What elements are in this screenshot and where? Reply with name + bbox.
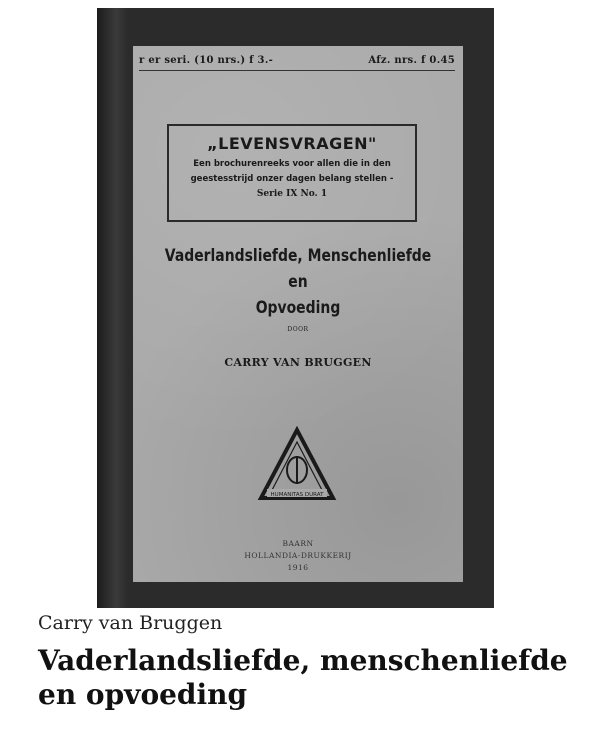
series-subtitle-line2: geestesstrijd onzer dagen belang stellen - (190, 174, 394, 184)
cover-title (163, 243, 434, 321)
series-subtitle (169, 157, 415, 187)
cover-title-line1: Vaderlandsliefde, Menschenliefde en (164, 246, 432, 292)
imprint-city: BAARN (282, 539, 314, 548)
cover-title-line2: Opvoeding (255, 298, 341, 318)
series-subtitle-line1: Een brochurenreeks voor allen die in den (193, 159, 391, 169)
single-price: Afz. nrs. f 0.45 (368, 55, 455, 66)
series-price: r er seri. (10 nrs.) f 3.- (139, 55, 274, 66)
imprint-publisher: HOLLANDIA-DRUKKERIJ (244, 551, 352, 560)
series-box (167, 124, 417, 222)
book-cover-photo (97, 8, 494, 608)
caption-author: Carry van Bruggen (38, 612, 223, 634)
cover-imprint (133, 538, 463, 574)
cover-door: DOOR (287, 326, 309, 333)
series-title: „LEVENSVRAGEN" (207, 134, 377, 153)
price-rule (139, 70, 455, 71)
emblem-text: HUMANITAS DURAT (270, 492, 324, 498)
series-number: Serie IX No. 1 (256, 189, 328, 199)
humanitas-emblem-icon (257, 426, 337, 504)
caption-title: Vaderlandsliefde, menschenliefde en opvoeding (38, 644, 568, 711)
price-strip (133, 46, 463, 72)
imprint-year: 1916 (287, 563, 309, 572)
cover-author: CARRY VAN BRUGGEN (224, 356, 372, 369)
book-spine-edge (97, 8, 129, 608)
